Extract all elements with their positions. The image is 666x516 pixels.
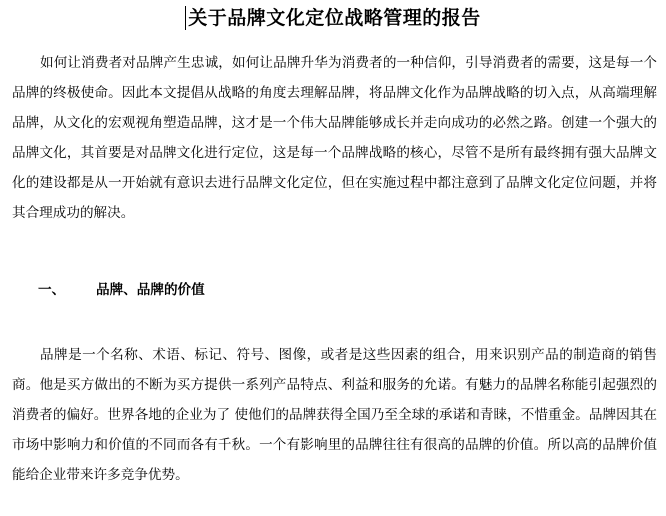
text-cursor — [185, 6, 186, 30]
section-title: 品牌、品牌的价值 — [96, 282, 205, 298]
document-title: 关于品牌文化定位战略管理的报告 — [188, 7, 481, 29]
section-heading — [38, 276, 205, 304]
section-paragraph: 品牌是一个名称、术语、标记、符号、图像，或者是这些因素的组合，用来识别产品的制造商的销售商。他是买方做出的不断为买方提供一系列产品特点、利益和服务的允诺。有魅力的品牌名称能引起强烈的消费者的偏好。世界各地的企业为了 使他们的品牌获得全国乃至全球的承诺和青睐，不惜重金。品牌因其在市场中影响力和价值的不同而各有千秋。一个有影响里的品牌往往有很高的品牌的价值。所以高的品牌价值能给企业带来许多竞争优势。 — [12, 347, 657, 483]
intro-paragraph: 如何让消费者对品牌产生忠诚，如何让品牌升华为消费者的一种信仰，引导消费者的需要，这是每一个品牌的终极使命。因此本文提倡从战略的角度去理解品牌，将品牌文化作为品牌战略的切入点，从高端理解品牌，从文化的宏观视角塑造品牌，这才是一个伟大品牌能够成长并走向成功的必然之路。创建一个强大的品牌文化，其首要是对品牌文化进行定位，这是每一个品牌战略的核心，尽管不是所有最终拥有强大品牌文化的建设都是从一开始就有意识去进行品牌文化定位，但在实施过程中都注意到了品牌文化定位问题，并将其合理成功的解决。 — [12, 55, 657, 221]
section-number: 一、 — [38, 282, 66, 298]
title-row — [0, 4, 666, 34]
